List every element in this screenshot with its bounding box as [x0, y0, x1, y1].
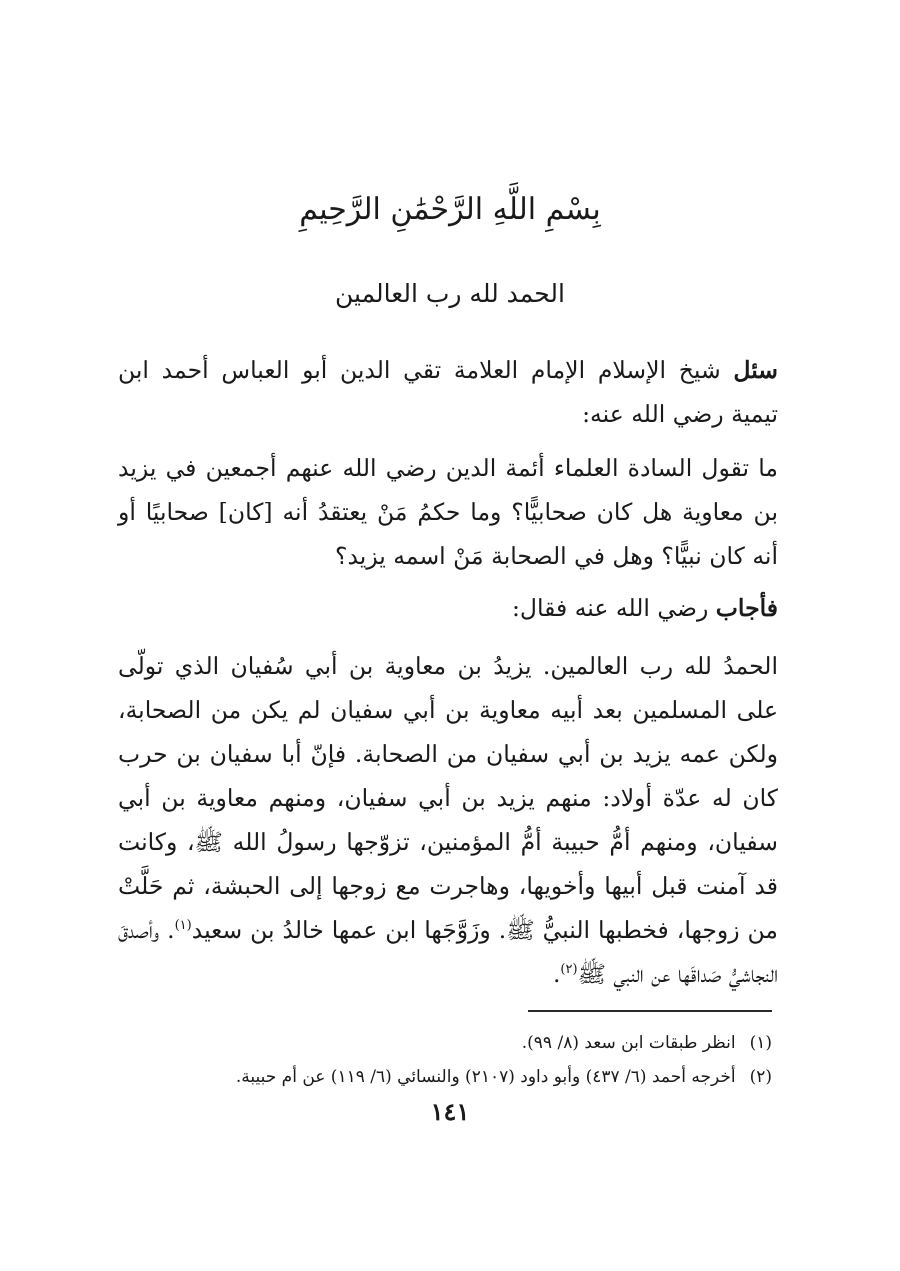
- answer-text-part3: .: [552, 960, 561, 988]
- page-number: ١٤١: [430, 1097, 470, 1126]
- question-intro-text: شيخ الإسلام الإمام العلامة تقي الدين أبو العباس أحمد ابن تيمية رضي الله عنه:: [118, 356, 778, 428]
- question-body-paragraph: ما تقول السادة العلماء أئمة الدين رضي الله عنهم أجمعين في يزيد بن معاوية هل كان صحابيًّا؟ وما حكمُ مَنْ يعتقدُ أنه [كان] صحابيًا أو أنه كان نبيًّا؟ وهل في الصحابة مَنْ اسمه يزيد؟: [118, 454, 778, 570]
- answer-lead-word: فأجاب: [715, 594, 778, 622]
- answer-intro-paragraph: [118, 586, 778, 630]
- answer-intro-text: رضي الله عنه فقال:: [511, 594, 716, 622]
- footnote-2-text: أخرجه أحمد (٦/ ٤٣٧) وأبو داود (٢١٠٧) والنسائي (٦/ ١١٩) عن أم حبيبة.: [235, 1067, 736, 1087]
- question-lead-word: سئل: [733, 356, 778, 384]
- hamdala-heading: الحمد لله رب العالمين: [335, 279, 565, 308]
- footnote-2: [110, 1062, 772, 1092]
- question-intro-paragraph: [118, 348, 778, 436]
- footnote-1: [110, 1028, 772, 1058]
- footnote-marker-1[interactable]: (١): [174, 918, 192, 934]
- footnote-2-number: (٢): [749, 1067, 772, 1087]
- answer-text-part1: الحمدُ لله رب العالمين. يزيدُ بن معاوية بن أبي سُفيان الذي تولّى على المسلمين بعد أبيه معاوية بن أبي سفيان لم يكن من الصحابة، ولكن عمه يزيد بن أبي سفيان من الصحابة. فإنّ أبا سفيان بن حرب كان له عدّة أولاد: منهم يزيد بن أبي سفيان، ومنهم معاوية بن أبي سفيان، ومنهم أمُّ حبيبة أمُّ المؤمنين، تزوّجها رسولُ الله ﷺ، وكانت قد آمنت قبل أبيها وأخويها، وهاجرت مع زوجها إلى الحبشة، ثم حَلَّتْ من زوجها، فخطبها النبيُّ ﷺ. وزَوَّجَها ابن عمها خالدُ بن سعيد: [118, 652, 778, 944]
- basmala-heading: بِسْمِ اللَّهِ الرَّحْمَٰنِ الرَّحِيمِ: [299, 192, 601, 227]
- footnote-1-text: انظر طبقات ابن سعد (٨/ ٩٩).: [521, 1033, 736, 1053]
- answer-text-part2: . وأصدقَ النجاشيُّ صَداقَها عن النبي ﷺ: [118, 916, 778, 988]
- footnote-1-number: (١): [749, 1033, 772, 1053]
- footnote-marker-2[interactable]: (٢): [560, 962, 578, 978]
- footnote-divider: [528, 1010, 772, 1012]
- answer-paragraph: [118, 644, 778, 996]
